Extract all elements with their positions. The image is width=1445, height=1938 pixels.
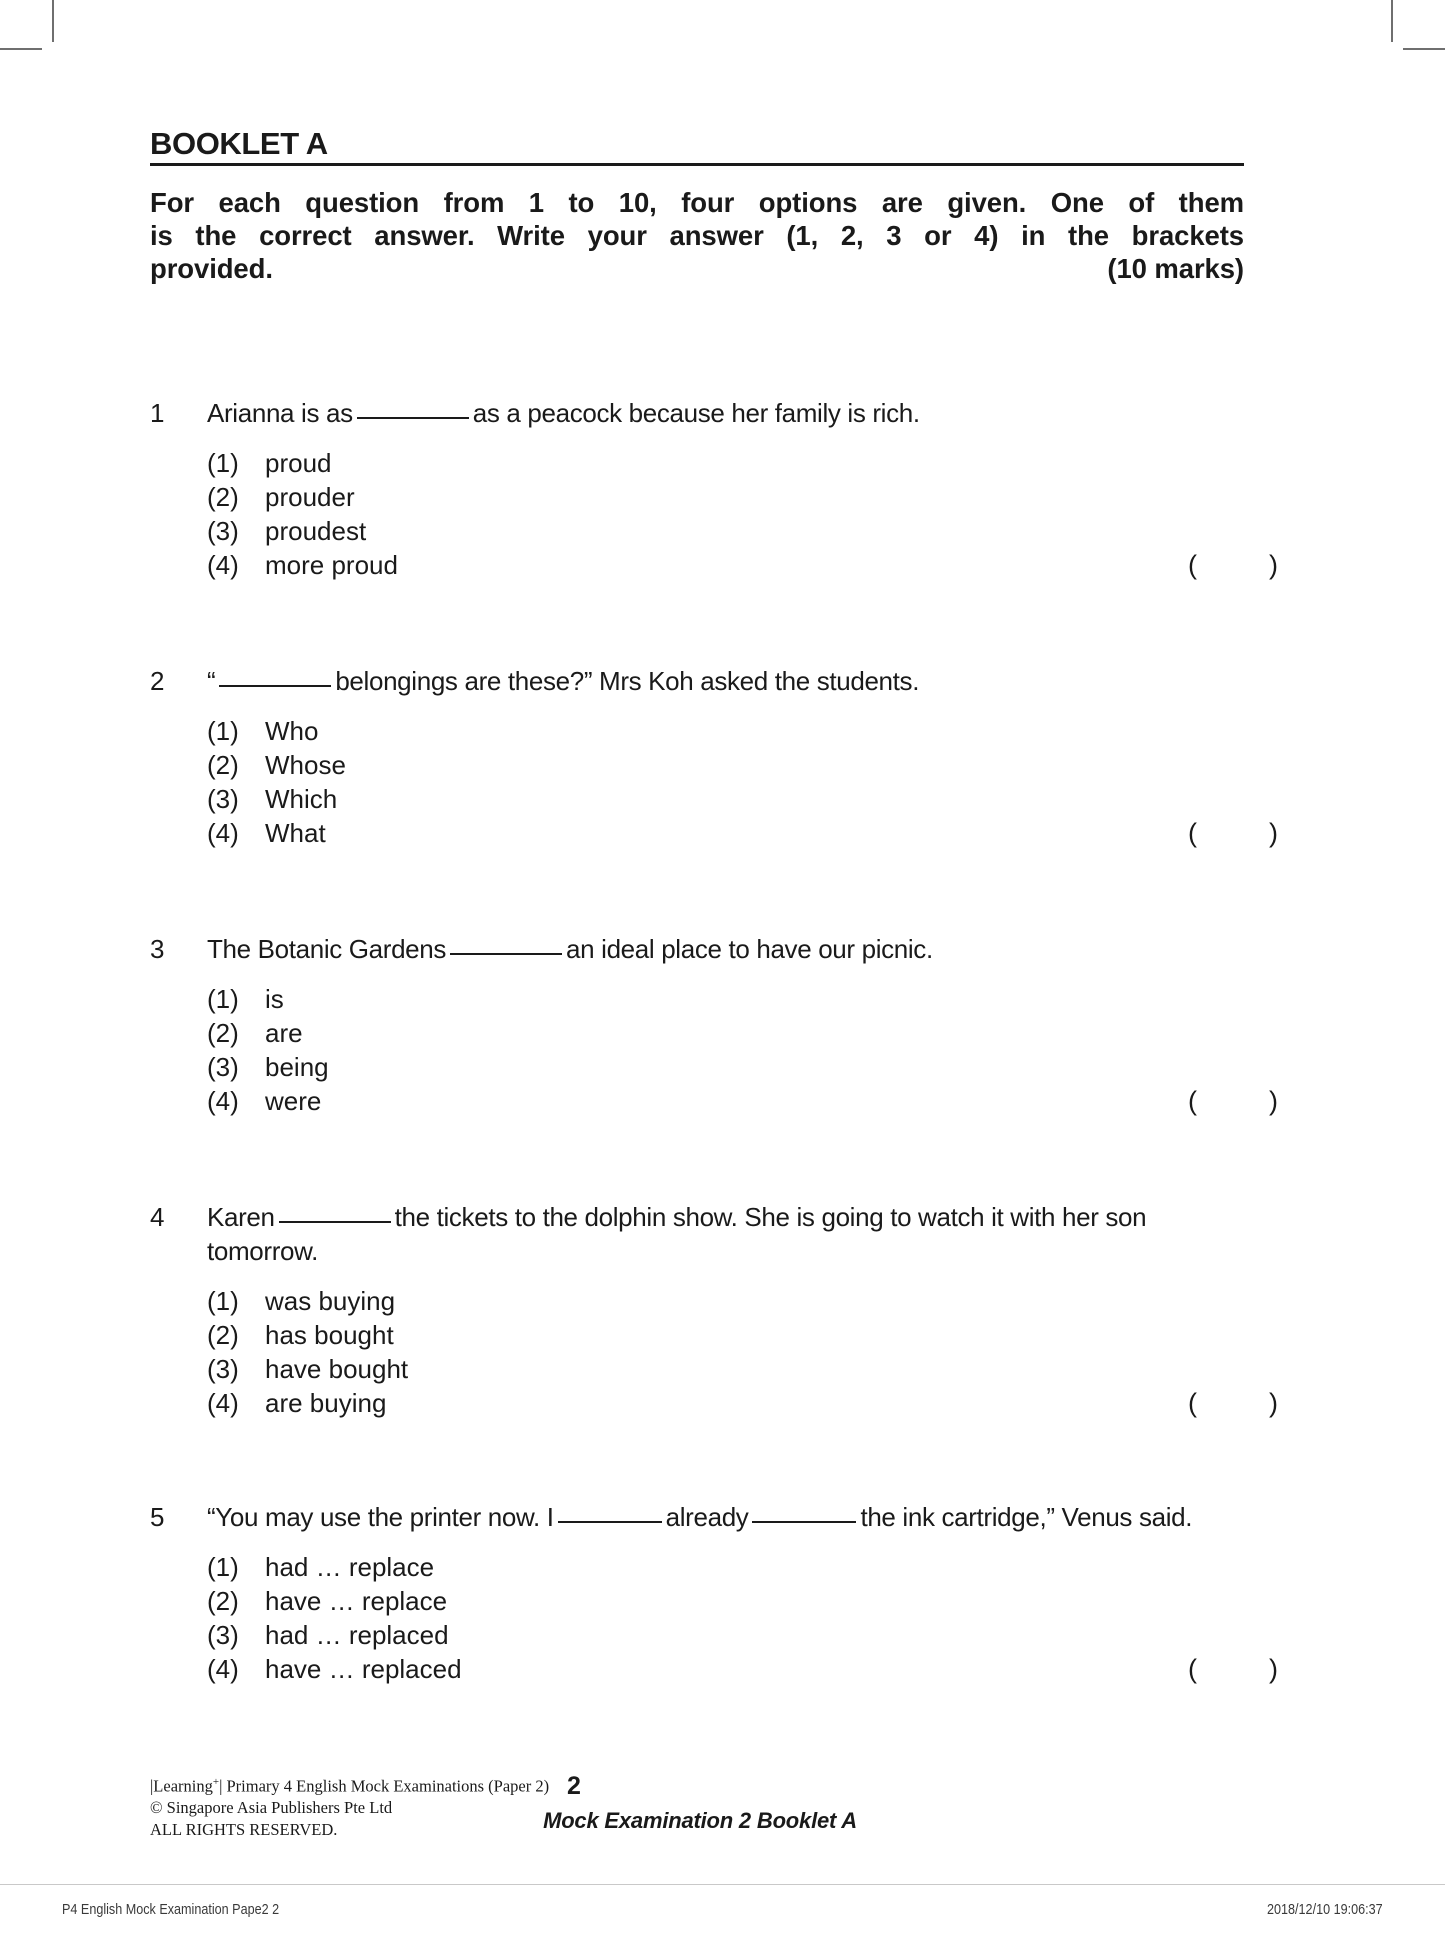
question-2-number: 2 (150, 666, 165, 696)
question-3-bracket-open: ( (1188, 1086, 1197, 1116)
question-2-option-1-text: Who (265, 716, 319, 746)
question-2-bracket-open: ( (1188, 818, 1197, 848)
page-number: 2 (567, 1772, 581, 1800)
crop-mark-top-right-horizontal (1403, 48, 1445, 50)
question-3-answer-bracket[interactable] (1188, 1084, 1278, 1118)
question-4-number: 4 (150, 1202, 165, 1232)
question-4-blank-1[interactable] (279, 1205, 391, 1223)
question-1-stem-part-2: as a peacock because her family is rich. (472, 398, 920, 428)
print-timestamp: 2018/12/10 19:06:37 (1267, 1901, 1383, 1918)
instruction-line-2: is the correct answer. Write your answer (1, 2, 3 or 4) in the brackets (150, 220, 1244, 251)
question-4-option-3-text: have bought (265, 1354, 409, 1384)
publisher-line-1 (150, 1772, 549, 1797)
question-3-blank-1[interactable] (450, 937, 562, 955)
question-1-stem-part-1: Arianna is as (207, 398, 353, 428)
question-3-option-3-text: being (265, 1052, 329, 1082)
page-footer (150, 1772, 1244, 1842)
marks-label: (10 marks) (1107, 253, 1244, 284)
instructions-block (150, 186, 1244, 285)
question-2-option-2[interactable] (207, 748, 1244, 782)
question-2-stem-part-1: “ (207, 666, 216, 696)
question-3-option-1-label: (1) (207, 984, 239, 1014)
question-2-options (207, 714, 1278, 850)
question-1-body (207, 396, 1278, 582)
question-5-option-2-text: have … replace (265, 1586, 448, 1616)
question-4-bracket-close: ) (1269, 1388, 1278, 1418)
question-5-option-1-text: had … replace (265, 1552, 435, 1582)
question-5-answer-bracket[interactable] (1188, 1652, 1278, 1686)
question-5-option-4[interactable] (207, 1652, 1278, 1686)
question-1-bracket-open: ( (1188, 550, 1197, 580)
instruction-line-3 (150, 252, 1244, 285)
question-2-option-1-label: (1) (207, 716, 239, 746)
question-4-option-4-label: (4) (207, 1388, 239, 1418)
publisher-brand-post: | Primary 4 English Mock Examinations (Paper 2) (219, 1776, 550, 1796)
question-1-number: 1 (150, 398, 165, 428)
question-5-option-1-label: (1) (207, 1552, 239, 1582)
question-1-option-3-text: proudest (265, 516, 367, 546)
question-3-option-4[interactable] (207, 1084, 1278, 1118)
question-5-option-4-text: have … replaced (265, 1654, 462, 1684)
question-4-bracket-open: ( (1188, 1388, 1197, 1418)
question-1-option-3[interactable] (207, 514, 1244, 548)
publisher-line-3: ALL RIGHTS RESERVED. (150, 1819, 338, 1839)
question-4-answer-bracket[interactable] (1188, 1386, 1278, 1420)
question-1-option-2[interactable] (207, 480, 1244, 514)
question-3-bracket-close: ) (1269, 1086, 1278, 1116)
question-3-stem-part-1: The Botanic Gardens (207, 934, 447, 964)
crop-mark-top-left-horizontal (0, 48, 42, 50)
question-1-option-4-label: (4) (207, 550, 239, 580)
question-5-option-3-text: had … replaced (265, 1620, 449, 1650)
question-5-option-4-label: (4) (207, 1654, 239, 1684)
question-5-option-3[interactable] (207, 1618, 1244, 1652)
question-4-option-4[interactable] (207, 1386, 1278, 1420)
question-5-stem-part-2: already (665, 1502, 749, 1532)
question-3-option-2[interactable] (207, 1016, 1244, 1050)
question-5-bracket-close: ) (1269, 1654, 1278, 1684)
question-1-option-1[interactable] (207, 446, 1244, 480)
question-1-blank-1[interactable] (357, 401, 469, 419)
question-2-option-4-label: (4) (207, 818, 239, 848)
publisher-line-2: © Singapore Asia Publishers Pte Ltd (150, 1798, 393, 1817)
question-2-option-2-text: Whose (265, 750, 346, 780)
question-3-option-2-text: are (265, 1018, 303, 1048)
question-2-option-1[interactable] (207, 714, 1244, 748)
question-5-option-3-label: (3) (207, 1620, 239, 1650)
question-5-option-2-label: (2) (207, 1586, 239, 1616)
question-4-stem (207, 1200, 1244, 1268)
question-2-option-3-label: (3) (207, 784, 239, 814)
crop-mark-top-right-vertical (1391, 0, 1393, 42)
question-3-option-3[interactable] (207, 1050, 1244, 1084)
question-1-answer-bracket[interactable] (1188, 548, 1278, 582)
question-4-option-1[interactable] (207, 1284, 1244, 1318)
question-3-option-4-label: (4) (207, 1086, 239, 1116)
question-1-option-4[interactable] (207, 548, 1278, 582)
question-4-option-2-text: has bought (265, 1320, 394, 1350)
question-4-body (207, 1200, 1278, 1420)
question-5-bracket-open: ( (1188, 1654, 1197, 1684)
question-4-option-3-label: (3) (207, 1354, 239, 1384)
question-3-option-4-text: were (265, 1086, 322, 1116)
publisher-brand-superscript: + (212, 1776, 220, 1788)
question-3-stem-part-2: an ideal place to have our picnic. (566, 934, 933, 964)
question-5-option-1[interactable] (207, 1550, 1244, 1584)
question-5-stem (207, 1500, 1244, 1534)
question-2-blank-1[interactable] (219, 669, 331, 687)
question-1-option-2-label: (2) (207, 482, 239, 512)
question-3-option-2-label: (2) (207, 1018, 239, 1048)
question-5-body (207, 1500, 1278, 1686)
question-5-options (207, 1550, 1278, 1686)
crop-mark-top-left-vertical (52, 0, 54, 42)
question-4-option-3[interactable] (207, 1352, 1244, 1386)
question-5-blank-1[interactable] (558, 1505, 662, 1523)
question-3-number: 3 (150, 934, 165, 964)
question-1-option-1-label: (1) (207, 448, 239, 478)
question-3-option-3-label: (3) (207, 1052, 239, 1082)
question-3-body (207, 932, 1278, 1118)
question-4-stem-part-2: the tickets to the dolphin show. She is going to watch it with her son tomorrow. (207, 1202, 1147, 1266)
footer-exam-label: Mock Examination 2 Booklet A (543, 1808, 857, 1833)
question-5-blank-2[interactable] (752, 1505, 856, 1523)
question-5-number: 5 (150, 1502, 165, 1532)
question-2-answer-bracket[interactable] (1188, 816, 1278, 850)
booklet-title: BOOKLET A (150, 126, 328, 161)
question-2-option-4[interactable] (207, 816, 1278, 850)
question-1-option-4-text: more proud (265, 550, 398, 580)
print-bar (0, 1884, 1445, 1938)
question-5-stem-part-1: “You may use the printer now. I (207, 1502, 554, 1532)
question-3-options (207, 982, 1278, 1118)
question-1-option-3-label: (3) (207, 516, 239, 546)
question-4-stem-part-1: Karen (207, 1202, 275, 1232)
exam-page (150, 0, 1278, 1937)
question-4-options (207, 1284, 1278, 1420)
question-4-option-2-label: (2) (207, 1320, 239, 1350)
question-2-option-4-text: What (265, 818, 326, 848)
question-4-option-4-text: are buying (265, 1388, 387, 1418)
question-2-bracket-close: ) (1269, 818, 1278, 848)
question-2-body (207, 664, 1278, 850)
print-filename: P4 English Mock Examination Pape2 2 (62, 1901, 280, 1918)
question-1-options (207, 446, 1278, 582)
question-2-option-3[interactable] (207, 782, 1244, 816)
question-2-option-3-text: Which (265, 784, 338, 814)
publisher-brand-pre: |Learning (150, 1776, 213, 1796)
question-3-option-1-text: is (265, 984, 284, 1014)
question-2-option-2-label: (2) (207, 750, 239, 780)
question-1-bracket-close: ) (1269, 550, 1278, 580)
question-5-stem-part-3: the ink cartridge,” Venus said. (860, 1502, 1193, 1532)
question-5-option-2[interactable] (207, 1584, 1244, 1618)
question-1-option-2-text: prouder (265, 482, 355, 512)
instruction-line-3-text: provided. (150, 253, 273, 284)
question-2-stem-part-2: belongings are these?” Mrs Koh asked the students. (335, 666, 920, 696)
instruction-line-1: For each question from 1 to 10, four options are given. One of them (150, 187, 1244, 218)
question-4-option-1-label: (1) (207, 1286, 239, 1316)
question-3-option-1[interactable] (207, 982, 1244, 1016)
question-3-stem (207, 932, 1244, 966)
question-1-option-1-text: proud (265, 448, 332, 478)
title-divider (150, 163, 1244, 166)
question-1-stem (207, 396, 1244, 430)
question-4-option-2[interactable] (207, 1318, 1244, 1352)
question-2-stem (207, 664, 1244, 698)
question-4-option-1-text: was buying (265, 1286, 396, 1316)
